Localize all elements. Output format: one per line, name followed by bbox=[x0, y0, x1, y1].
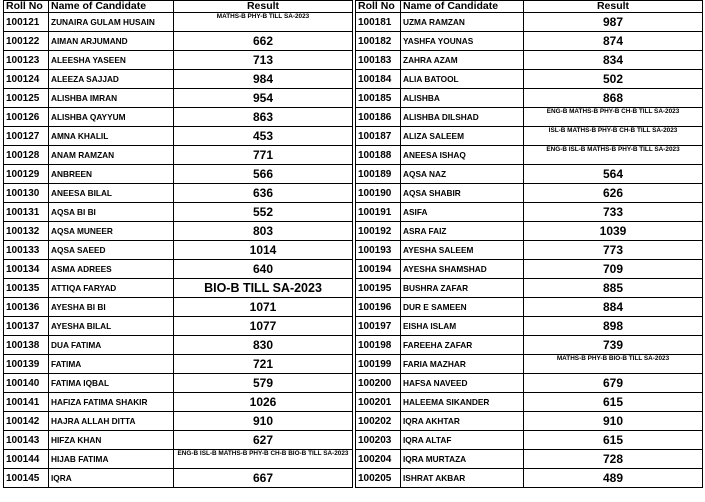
candidate-name-cell: AQSA SHABIR bbox=[401, 184, 524, 203]
result-cell: 709 bbox=[524, 260, 703, 279]
roll-number-cell: 100142 bbox=[4, 412, 49, 431]
table-row bbox=[4, 336, 353, 355]
roll-number-cell: 100187 bbox=[356, 127, 401, 146]
table-row bbox=[4, 203, 353, 222]
candidate-name-cell: ANEESA BILAL bbox=[49, 184, 174, 203]
results-table-left bbox=[3, 0, 353, 488]
table-row bbox=[4, 450, 353, 469]
roll-number-cell: 100188 bbox=[356, 146, 401, 165]
candidate-name-cell: ASMA ADREES bbox=[49, 260, 174, 279]
roll-number-cell: 100137 bbox=[4, 317, 49, 336]
table-row bbox=[4, 13, 353, 32]
result-cell: 1077 bbox=[174, 317, 353, 336]
candidate-name-cell: DUR E SAMEEN bbox=[401, 298, 524, 317]
table-row bbox=[4, 32, 353, 51]
result-cell: 834 bbox=[524, 51, 703, 70]
table-row bbox=[356, 70, 703, 89]
roll-number-cell: 100185 bbox=[356, 89, 401, 108]
header-name-of-candidate: Name of Candidate bbox=[401, 1, 524, 13]
candidate-name-cell: ATTIQA FARYAD bbox=[49, 279, 174, 298]
result-cell: 1026 bbox=[174, 393, 353, 412]
table-row bbox=[356, 279, 703, 298]
table-row bbox=[4, 70, 353, 89]
candidate-name-cell: AMNA KHALIL bbox=[49, 127, 174, 146]
table-row bbox=[356, 222, 703, 241]
roll-number-cell: 100141 bbox=[4, 393, 49, 412]
header-result: Result bbox=[524, 1, 703, 13]
result-cell: 874 bbox=[524, 32, 703, 51]
result-cell: 564 bbox=[524, 165, 703, 184]
roll-number-cell: 100134 bbox=[4, 260, 49, 279]
roll-number-cell: 100200 bbox=[356, 374, 401, 393]
result-cell: 830 bbox=[174, 336, 353, 355]
roll-number-cell: 100131 bbox=[4, 203, 49, 222]
candidate-name-cell: HAFIZA FATIMA SHAKIR bbox=[49, 393, 174, 412]
table-header-row bbox=[4, 1, 353, 13]
table-row bbox=[356, 469, 703, 488]
result-cell: 636 bbox=[174, 184, 353, 203]
candidate-name-cell: ZAHRA AZAM bbox=[401, 51, 524, 70]
roll-number-cell: 100197 bbox=[356, 317, 401, 336]
roll-number-cell: 100138 bbox=[4, 336, 49, 355]
result-cell: 910 bbox=[174, 412, 353, 431]
table-row bbox=[4, 184, 353, 203]
roll-number-cell: 100189 bbox=[356, 165, 401, 184]
roll-number-cell: 100122 bbox=[4, 32, 49, 51]
result-cell: ENG-B ISL-B MATHS-B PHY-B TILL SA-2023 bbox=[524, 146, 703, 165]
table-row bbox=[356, 165, 703, 184]
result-cell: 910 bbox=[524, 412, 703, 431]
candidate-name-cell: AQSA SAEED bbox=[49, 241, 174, 260]
result-cell: 566 bbox=[174, 165, 353, 184]
table-row bbox=[4, 241, 353, 260]
result-cell: ENG-B MATHS-B PHY-B CH-B TILL SA-2023 bbox=[524, 108, 703, 127]
table-row bbox=[356, 108, 703, 127]
table-row bbox=[356, 32, 703, 51]
table-row bbox=[356, 184, 703, 203]
table-row bbox=[356, 393, 703, 412]
table-row bbox=[4, 355, 353, 374]
table-row bbox=[4, 260, 353, 279]
candidate-name-cell: ANAM RAMZAN bbox=[49, 146, 174, 165]
candidate-name-cell: ALIZA SALEEM bbox=[401, 127, 524, 146]
table-row bbox=[356, 374, 703, 393]
table-row bbox=[356, 336, 703, 355]
roll-number-cell: 100127 bbox=[4, 127, 49, 146]
table-row bbox=[4, 165, 353, 184]
result-cell: 733 bbox=[524, 203, 703, 222]
result-cell: 885 bbox=[524, 279, 703, 298]
candidate-name-cell: ALIA BATOOL bbox=[401, 70, 524, 89]
table-row bbox=[4, 146, 353, 165]
result-cell: 713 bbox=[174, 51, 353, 70]
candidate-name-cell: HIJAB FATIMA bbox=[49, 450, 174, 469]
roll-number-cell: 100202 bbox=[356, 412, 401, 431]
roll-number-cell: 100145 bbox=[4, 469, 49, 488]
roll-number-cell: 100204 bbox=[356, 450, 401, 469]
header-roll-no: Roll No bbox=[4, 1, 49, 13]
candidate-name-cell: AQSA BI BI bbox=[49, 203, 174, 222]
table-row bbox=[4, 127, 353, 146]
candidate-name-cell: FAREEHA ZAFAR bbox=[401, 336, 524, 355]
result-cell: 502 bbox=[524, 70, 703, 89]
result-cell: ENG-B ISL-B MATHS-B PHY-B CH-B BIO-B TILL SA-2023 bbox=[174, 450, 353, 469]
candidate-name-cell: AYESHA SALEEM bbox=[401, 241, 524, 260]
table-header-row bbox=[356, 1, 703, 13]
roll-number-cell: 100140 bbox=[4, 374, 49, 393]
result-cell: 1039 bbox=[524, 222, 703, 241]
roll-number-cell: 100123 bbox=[4, 51, 49, 70]
roll-number-cell: 100203 bbox=[356, 431, 401, 450]
roll-number-cell: 100136 bbox=[4, 298, 49, 317]
candidate-name-cell: HAFSA NAVEED bbox=[401, 374, 524, 393]
result-cell: 954 bbox=[174, 89, 353, 108]
candidate-name-cell: AIMAN ARJUMAND bbox=[49, 32, 174, 51]
candidate-name-cell: ALISHBA bbox=[401, 89, 524, 108]
table-row bbox=[356, 51, 703, 70]
result-cell: 615 bbox=[524, 393, 703, 412]
result-cell: 662 bbox=[174, 32, 353, 51]
roll-number-cell: 100125 bbox=[4, 89, 49, 108]
roll-number-cell: 100128 bbox=[4, 146, 49, 165]
roll-number-cell: 100201 bbox=[356, 393, 401, 412]
result-cell: MATHS-B PHY-B TILL SA-2023 bbox=[174, 13, 353, 32]
candidate-name-cell: FATIMA IQBAL bbox=[49, 374, 174, 393]
candidate-name-cell: IQRA bbox=[49, 469, 174, 488]
candidate-name-cell: AYESHA BI BI bbox=[49, 298, 174, 317]
candidate-name-cell: ANBREEN bbox=[49, 165, 174, 184]
candidate-name-cell: YASHFA YOUNAS bbox=[401, 32, 524, 51]
roll-number-cell: 100133 bbox=[4, 241, 49, 260]
result-cell: BIO-B TILL SA-2023 bbox=[174, 279, 353, 298]
roll-number-cell: 100130 bbox=[4, 184, 49, 203]
candidate-name-cell: ALISHBA DILSHAD bbox=[401, 108, 524, 127]
roll-number-cell: 100199 bbox=[356, 355, 401, 374]
roll-number-cell: 100129 bbox=[4, 165, 49, 184]
roll-number-cell: 100181 bbox=[356, 13, 401, 32]
candidate-name-cell: ASRA FAIZ bbox=[401, 222, 524, 241]
candidate-name-cell: EISHA ISLAM bbox=[401, 317, 524, 336]
result-cell: 721 bbox=[174, 355, 353, 374]
result-cell: 1071 bbox=[174, 298, 353, 317]
table-row bbox=[356, 241, 703, 260]
candidate-name-cell: ALISHBA QAYYUM bbox=[49, 108, 174, 127]
candidate-name-cell: AYESHA BILAL bbox=[49, 317, 174, 336]
result-cell: 627 bbox=[174, 431, 353, 450]
candidate-name-cell: ZUNAIRA GULAM HUSAIN bbox=[49, 13, 174, 32]
roll-number-cell: 100205 bbox=[356, 469, 401, 488]
result-cell: 1014 bbox=[174, 241, 353, 260]
table-row bbox=[356, 146, 703, 165]
candidate-name-cell: HIFZA KHAN bbox=[49, 431, 174, 450]
table-row bbox=[4, 222, 353, 241]
table-row bbox=[356, 127, 703, 146]
result-cell: 771 bbox=[174, 146, 353, 165]
table-row bbox=[4, 431, 353, 450]
result-cell: 773 bbox=[524, 241, 703, 260]
roll-number-cell: 100192 bbox=[356, 222, 401, 241]
table-row bbox=[356, 317, 703, 336]
results-table-right bbox=[355, 0, 703, 488]
table-row bbox=[4, 412, 353, 431]
result-cell: 884 bbox=[524, 298, 703, 317]
candidate-name-cell: ISHRAT AKBAR bbox=[401, 469, 524, 488]
candidate-name-cell: DUA FATIMA bbox=[49, 336, 174, 355]
table-row bbox=[4, 469, 353, 488]
candidate-name-cell: BUSHRA ZAFAR bbox=[401, 279, 524, 298]
table-row bbox=[4, 89, 353, 108]
table-row bbox=[356, 89, 703, 108]
roll-number-cell: 100126 bbox=[4, 108, 49, 127]
table-row bbox=[4, 51, 353, 70]
table-row bbox=[356, 298, 703, 317]
candidate-name-cell: IQRA AKHTAR bbox=[401, 412, 524, 431]
header-roll-no: Roll No bbox=[356, 1, 401, 13]
result-cell: 987 bbox=[524, 13, 703, 32]
header-result: Result bbox=[174, 1, 353, 13]
result-cell: 552 bbox=[174, 203, 353, 222]
result-cell: 615 bbox=[524, 431, 703, 450]
results-body-left bbox=[4, 13, 353, 488]
result-cell: 626 bbox=[524, 184, 703, 203]
candidate-name-cell: HAJRA ALLAH DITTA bbox=[49, 412, 174, 431]
table-row bbox=[4, 374, 353, 393]
result-cell: 728 bbox=[524, 450, 703, 469]
result-cell: 453 bbox=[174, 127, 353, 146]
candidate-name-cell: UZMA RAMZAN bbox=[401, 13, 524, 32]
roll-number-cell: 100139 bbox=[4, 355, 49, 374]
table-row bbox=[356, 412, 703, 431]
table-row bbox=[356, 355, 703, 374]
result-cell: 803 bbox=[174, 222, 353, 241]
roll-number-cell: 100196 bbox=[356, 298, 401, 317]
table-row bbox=[4, 279, 353, 298]
candidate-name-cell: HALEEMA SIKANDER bbox=[401, 393, 524, 412]
roll-number-cell: 100195 bbox=[356, 279, 401, 298]
candidate-name-cell: ALISHBA IMRAN bbox=[49, 89, 174, 108]
roll-number-cell: 100191 bbox=[356, 203, 401, 222]
candidate-name-cell: IQRA MURTAZA bbox=[401, 450, 524, 469]
candidate-name-cell: ALEESHA YASEEN bbox=[49, 51, 174, 70]
roll-number-cell: 100182 bbox=[356, 32, 401, 51]
roll-number-cell: 100132 bbox=[4, 222, 49, 241]
result-cell: 984 bbox=[174, 70, 353, 89]
table-row bbox=[356, 431, 703, 450]
roll-number-cell: 100184 bbox=[356, 70, 401, 89]
result-cell: 863 bbox=[174, 108, 353, 127]
results-body-right bbox=[356, 13, 703, 488]
table-row bbox=[356, 203, 703, 222]
candidate-name-cell: AYESHA SHAMSHAD bbox=[401, 260, 524, 279]
result-cell: 898 bbox=[524, 317, 703, 336]
candidate-name-cell: ANEESA ISHAQ bbox=[401, 146, 524, 165]
result-cell: 579 bbox=[174, 374, 353, 393]
result-cell: 489 bbox=[524, 469, 703, 488]
roll-number-cell: 100194 bbox=[356, 260, 401, 279]
table-row bbox=[4, 108, 353, 127]
roll-number-cell: 100143 bbox=[4, 431, 49, 450]
roll-number-cell: 100135 bbox=[4, 279, 49, 298]
candidate-name-cell: AQSA NAZ bbox=[401, 165, 524, 184]
roll-number-cell: 100121 bbox=[4, 13, 49, 32]
roll-number-cell: 100186 bbox=[356, 108, 401, 127]
table-row bbox=[4, 298, 353, 317]
table-row bbox=[356, 260, 703, 279]
table-row bbox=[4, 393, 353, 412]
candidate-name-cell: FATIMA bbox=[49, 355, 174, 374]
candidate-name-cell: ASIFA bbox=[401, 203, 524, 222]
header-name-of-candidate: Name of Candidate bbox=[49, 1, 174, 13]
result-cell: 667 bbox=[174, 469, 353, 488]
result-cell: 868 bbox=[524, 89, 703, 108]
result-cell: ISL-B MATHS-B PHY-B CH-B TILL SA-2023 bbox=[524, 127, 703, 146]
candidate-name-cell: IQRA ALTAF bbox=[401, 431, 524, 450]
candidate-name-cell: ALEEZA SAJJAD bbox=[49, 70, 174, 89]
table-row bbox=[356, 13, 703, 32]
result-cell: 640 bbox=[174, 260, 353, 279]
table-row bbox=[356, 450, 703, 469]
roll-number-cell: 100124 bbox=[4, 70, 49, 89]
roll-number-cell: 100190 bbox=[356, 184, 401, 203]
table-row bbox=[4, 317, 353, 336]
roll-number-cell: 100193 bbox=[356, 241, 401, 260]
candidate-name-cell: FARIA MAZHAR bbox=[401, 355, 524, 374]
result-cell: 679 bbox=[524, 374, 703, 393]
roll-number-cell: 100144 bbox=[4, 450, 49, 469]
roll-number-cell: 100183 bbox=[356, 51, 401, 70]
result-cell: MATHS-B PHY-B BIO-B TILL SA-2023 bbox=[524, 355, 703, 374]
roll-number-cell: 100198 bbox=[356, 336, 401, 355]
result-cell: 739 bbox=[524, 336, 703, 355]
candidate-name-cell: AQSA MUNEER bbox=[49, 222, 174, 241]
